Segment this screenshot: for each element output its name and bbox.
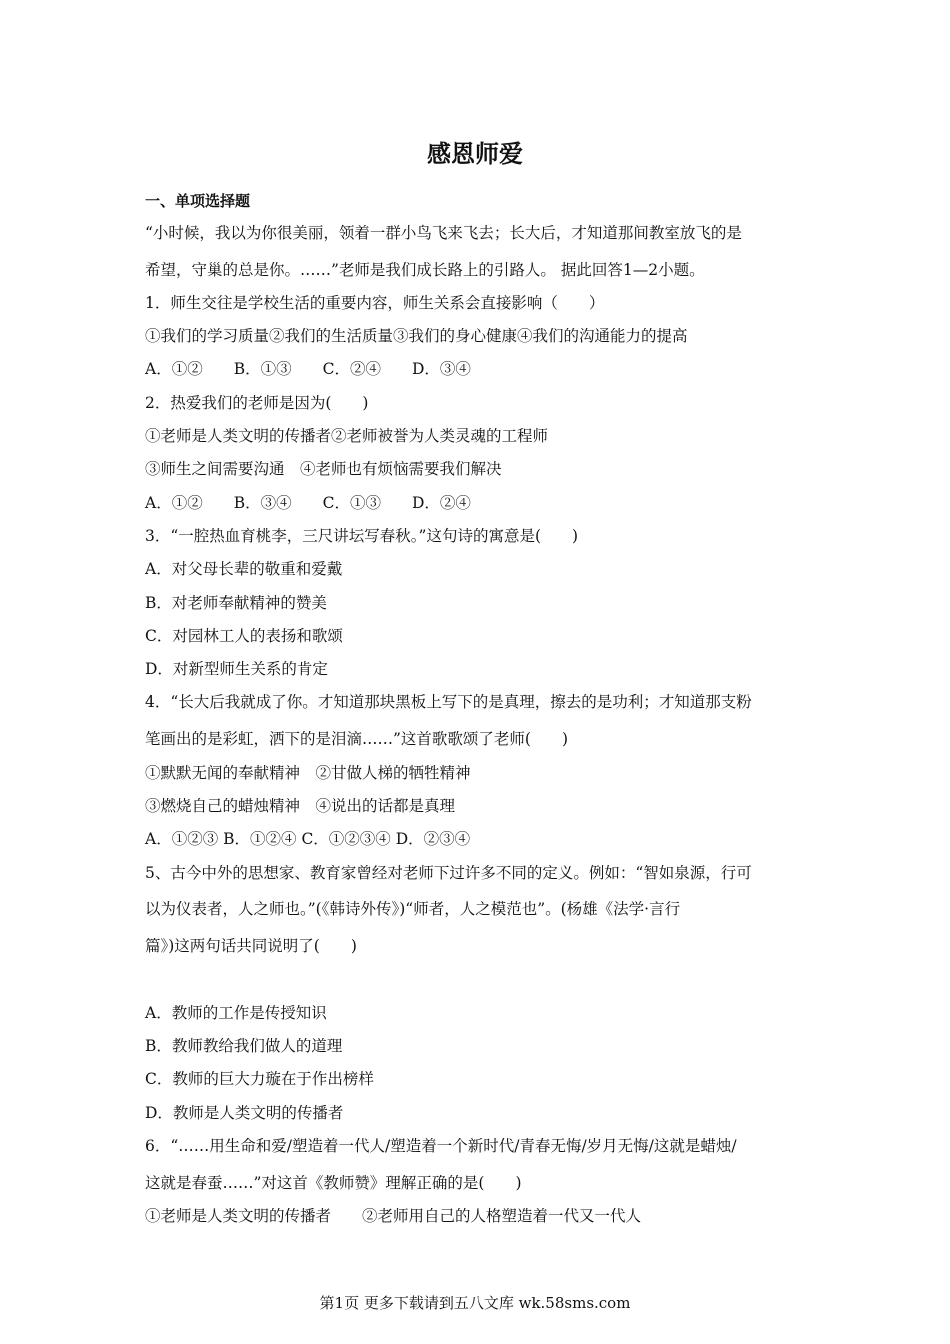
- option-d: D．教师是人类文明的传播者: [145, 1104, 344, 1122]
- text-line: 笔画出的是彩虹，洒下的是泪滴……”这首歌歌颂了老师( ): [145, 730, 569, 748]
- answer-options: A．①② B．①③ C．②④ D．③④: [145, 360, 471, 378]
- answer-options: A．①②③ B．①②④ C．①②③④ D．②③④: [145, 830, 471, 848]
- question-4: 4．“长大后我就成了你。才知道那块黑板上写下的是真理，擦去的是功利；才知道那支粉: [145, 693, 752, 711]
- option-d: D．对新型师生关系的肯定: [145, 660, 328, 678]
- text-line: 以为仪表者，人之师也。”(《韩诗外传》)“师者，人之模范也”。(杨雄《法学·言行: [145, 900, 681, 918]
- option-b: B．教师教给我们做人的道理: [145, 1037, 343, 1055]
- answer-options: A．①② B．③④ C．①③ D．②④: [145, 494, 471, 512]
- option-b: B．对老师奉献精神的赞美: [145, 594, 327, 612]
- text-line: ①我们的学习质量②我们的生活质量③我们的身心健康④我们的沟通能力的提高: [145, 327, 688, 345]
- question-3: 3．“一腔热血育桃李，三尺讲坛写春秋。”这句诗的寓意是( ): [145, 527, 579, 545]
- text-line: ③师生之间需要沟通 ④老师也有烦恼需要我们解决: [145, 460, 502, 478]
- text-line: ①老师是人类文明的传播者②老师被誉为人类灵魂的工程师: [145, 427, 549, 445]
- text-line: “小时候，我以为你很美丽，领着一群小鸟飞来飞去；长大后，才知道那间教室放飞的是: [145, 224, 742, 242]
- option-a: A．教师的工作是传授知识: [145, 1004, 327, 1022]
- section-heading: 一、单项选择题: [145, 192, 251, 210]
- page-footer: 第1页 更多下载请到五八文库 wk.58sms.com: [319, 1294, 631, 1312]
- question-1: 1．师生交往是学校生活的重要内容，师生关系会直接影响（ ）: [145, 294, 605, 312]
- text-line: 篇》)这两句话共同说明了( ): [145, 937, 357, 955]
- text-line: 这就是春蚕……”对这首《教师赞》理解正确的是( ): [145, 1174, 522, 1192]
- text-line: ③燃烧自己的蜡烛精神 ④说出的话都是真理: [145, 797, 456, 815]
- option-c: C．教师的巨大力璇在于作出榜样: [145, 1070, 374, 1088]
- option-a: A．对父母长辈的敬重和爱戴: [145, 560, 343, 578]
- question-5: 5、古今中外的思想家、教育家曾经对老师下过许多不同的定义。例如：“智如泉源，行可: [145, 864, 752, 882]
- option-c: C．对园林工人的表扬和歌颂: [145, 627, 343, 645]
- question-6: 6．“……用生命和爱/塑造着一代人/塑造着一个新时代/青春无悔/岁月无悔/这就是蜡烛/: [145, 1137, 737, 1155]
- page-title: 感恩师爱: [427, 140, 523, 168]
- text-line: ①默默无闻的奉献精神 ②甘做人梯的牺牲精神: [145, 764, 471, 782]
- question-2: 2．热爱我们的老师是因为( ): [145, 394, 369, 412]
- text-line: ①老师是人类文明的传播者 ②老师用自己的人格塑造着一代又一代人: [145, 1207, 642, 1225]
- text-line: 希望，守巢的总是你。……”老师是我们成长路上的引路人。 据此回答1—2小题。: [145, 261, 705, 279]
